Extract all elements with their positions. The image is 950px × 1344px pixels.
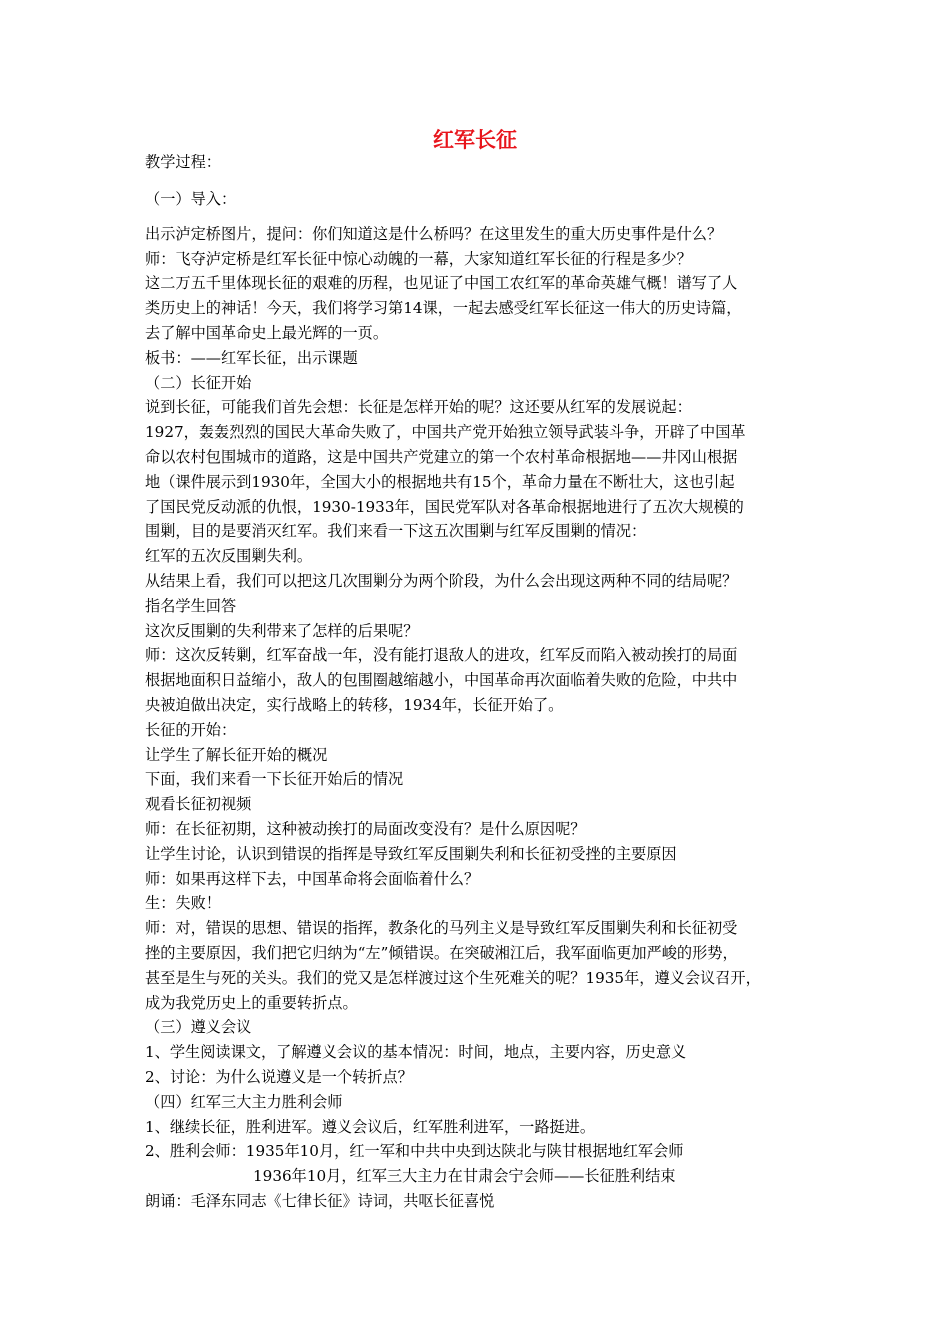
text-line: 了国民党反动派的仇恨，1930-1933年，国民党军队对各革命根据地进行了五次大规模的 bbox=[145, 498, 744, 516]
text-line: 师：飞夺泸定桥是红军长征中惊心动魄的一幕，大家知道红军长征的行程是多少？ bbox=[145, 250, 692, 268]
text-line: 2、讨论：为什么说遵义是一个转折点？ bbox=[145, 1068, 413, 1086]
text-line: 让学生讨论，认识到错误的指挥是导致红军反围剿失利和长征初受挫的主要原因 bbox=[145, 845, 677, 863]
text-line: 师：如果再这样下去，中国革命将会面临着什么？ bbox=[145, 870, 480, 888]
text-line: 观看长征初视频 bbox=[145, 795, 252, 813]
text-line: 长征的开始： bbox=[145, 721, 237, 739]
text-line: 甚至是生与死的关头。我们的党又是怎样渡过这个生死难关的呢？1935年，遵义会议召开， bbox=[145, 969, 761, 987]
text-line: 这二万五千里体现长征的艰难的历程，也见证了中国工农红军的革命英雄气概！谱写了人 bbox=[145, 274, 738, 292]
text-line: 围剿，目的是要消灭红军。我们来看一下这五次围剿与红军反围剿的情况： bbox=[145, 522, 647, 540]
text-line: 1936年10月，红军三大主力在甘肃会宁会师——长征胜利结束 bbox=[253, 1167, 676, 1185]
text-line: 板书：——红军长征，出示课题 bbox=[145, 349, 358, 367]
text-line: 师：对，错误的思想、错误的指挥，教条化的马列主义是导致红军反围剿失利和长征初受 bbox=[145, 919, 738, 937]
section-heading: （一）导入： bbox=[145, 190, 237, 208]
text-line: 挫的主要原因，我们把它归纳为“左”倾错误。在突破湘江后，我军面临更加严峻的形势， bbox=[145, 944, 738, 962]
text-line: 指名学生回答 bbox=[145, 597, 237, 615]
section-heading: （二）长征开始 bbox=[145, 374, 252, 392]
text-line: 红军的五次反围剿失利。 bbox=[145, 547, 313, 565]
text-line: 从结果上看，我们可以把这几次围剿分为两个阶段，为什么会出现这两种不同的结局呢？ bbox=[145, 572, 738, 590]
text-line: 地（课件展示到1930年，全国大小的根据地共有15个，革命力量在不断壮大，这也引起 bbox=[145, 473, 735, 491]
text-line: 生：失败！ bbox=[145, 894, 221, 912]
section-heading: （三）遵义会议 bbox=[145, 1018, 252, 1036]
text-line: 命以农村包围城市的道路，这是中国共产党建立的第一个农村革命根据地——井冈山根据 bbox=[145, 448, 738, 466]
text-line: 教学过程： bbox=[145, 153, 221, 171]
document-title: 红军长征 bbox=[433, 128, 517, 152]
text-line: 让学生了解长征开始的概况 bbox=[145, 746, 328, 764]
text-line: 朗诵：毛泽东同志《七律长征》诗词，共呕长征喜悦 bbox=[145, 1192, 495, 1210]
section-heading: （四）红军三大主力胜利会师 bbox=[145, 1093, 343, 1111]
text-line: 出示泸定桥图片，提问：你们知道这是什么桥吗？在这里发生的重大历史事件是什么？ bbox=[145, 225, 723, 243]
text-line: 师：这次反转剿，红军奋战一年，没有能打退敌人的进攻，红军反而陷入被动挨打的局面 bbox=[145, 646, 738, 664]
text-line: 这次反围剿的失利带来了怎样的后果呢？ bbox=[145, 622, 419, 640]
text-line: 1927，轰轰烈烈的国民大革命失败了，中国共产党开始独立领导武装斗争，开辟了中国革 bbox=[145, 423, 746, 441]
text-line: 去了解中国革命史上最光辉的一页。 bbox=[145, 324, 388, 342]
text-line: 2、胜利会师：1935年10月，红一军和中共中央到达陕北与陕甘根据地红军会师 bbox=[145, 1142, 684, 1160]
text-line: 1、学生阅读课文，了解遵义会议的基本情况：时间，地点，主要内容，历史意义 bbox=[145, 1043, 687, 1061]
text-line: 下面，我们来看一下长征开始后的情况 bbox=[145, 770, 404, 788]
text-line: 成为我党历史上的重要转折点。 bbox=[145, 994, 358, 1012]
text-line: 央被迫做出决定，实行战略上的转移，1934年，长征开始了。 bbox=[145, 696, 564, 714]
text-line: 1、继续长征，胜利进军。遵义会议后，红军胜利进军，一路挺进。 bbox=[145, 1118, 596, 1136]
text-line: 类历史上的神话！今天，我们将学习第14课，一起去感受红军长征这一伟大的历史诗篇， bbox=[145, 299, 742, 317]
text-line: 说到长征，可能我们首先会想：长征是怎样开始的呢？这还要从红军的发展说起： bbox=[145, 398, 692, 416]
text-line: 师：在长征初期，这种被动挨打的局面改变没有？是什么原因呢？ bbox=[145, 820, 586, 838]
text-line: 根据地面积日益缩小，敌人的包围圈越缩越小，中国革命再次面临着失败的危险，中共中 bbox=[145, 671, 738, 689]
